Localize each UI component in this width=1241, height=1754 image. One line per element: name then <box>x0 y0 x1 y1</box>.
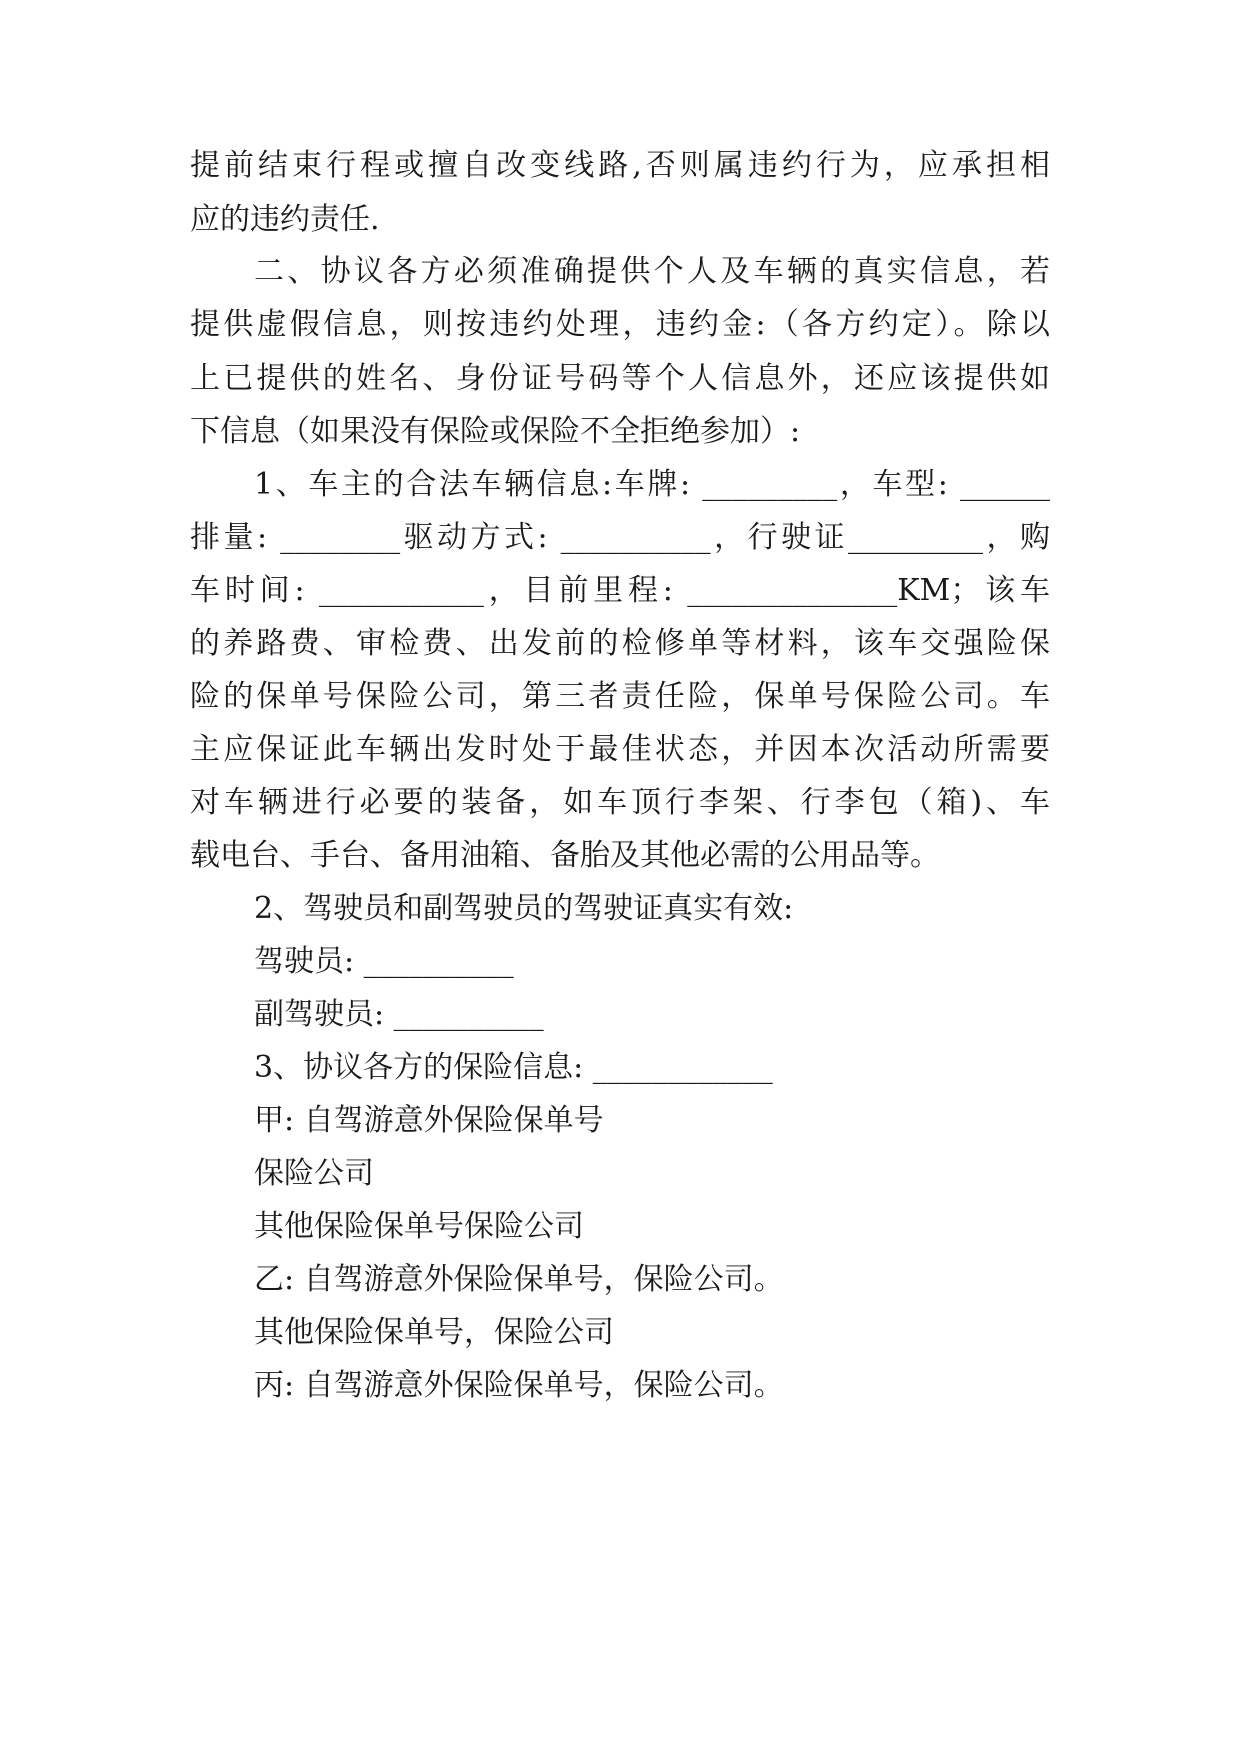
paragraph-line: 二、协议各方必须准确提供个人及车辆的真实信息，若 <box>254 254 1050 289</box>
paragraph-line: 其他保险保单号，保险公司 <box>254 1315 614 1350</box>
paragraph-line: 提前结束行程或擅自改变线路,否则属违约行为，应承担相 <box>190 148 1050 183</box>
paragraph-line: 险的保单号保险公司，第三者责任险，保单号保险公司。车 <box>190 679 1050 714</box>
paragraph-line: 提供虚假信息，则按违约处理，违约金:（各方约定）。除以 <box>190 307 1050 342</box>
paragraph-line: 下信息（如果没有保险或保险不全拒绝参加）: <box>190 414 801 449</box>
party-a-line: 甲: 自驾游意外保险保单号 <box>254 1103 604 1138</box>
paragraph-line: 排量: ________驱动方式: __________，行驶证_________，购 <box>190 520 1050 555</box>
paragraph-line: 应的违约责任. <box>190 202 380 237</box>
paragraph-line: 保险公司 <box>254 1156 374 1191</box>
paragraph-line: 3、协议各方的保险信息: ____________ <box>254 1050 773 1085</box>
co-driver-line: 副驾驶员: __________ <box>254 997 544 1032</box>
party-c-line: 丙: 自驾游意外保险保单号，保险公司。 <box>254 1368 784 1403</box>
paragraph-line: 的养路费、审检费、出发前的检修单等材料，该车交强险保 <box>190 626 1050 661</box>
paragraph-line: 其他保险保单号保险公司 <box>254 1209 584 1244</box>
paragraph-line: 上已提供的姓名、身份证号码等个人信息外，还应该提供如 <box>190 361 1050 396</box>
party-b-line: 乙: 自驾游意外保险保单号，保险公司。 <box>254 1262 784 1297</box>
paragraph-line: 载电台、手台、备用油箱、备胎及其他必需的公用品等。 <box>190 838 940 873</box>
paragraph-line: 1、车主的合法车辆信息:车牌: _________，车型: ______ <box>254 467 1050 502</box>
driver-line: 驾驶员: __________ <box>254 944 514 979</box>
paragraph-line: 2、驾驶员和副驾驶员的驾驶证真实有效: <box>254 891 794 926</box>
paragraph-line: 主应保证此车辆出发时处于最佳状态，并因本次活动所需要 <box>190 732 1050 767</box>
paragraph-line: 车时间: ___________，目前里程: ______________KM；该车 <box>190 573 1050 608</box>
paragraph-line: 对车辆进行必要的装备，如车顶行李架、行李包（箱)、车 <box>190 785 1050 820</box>
